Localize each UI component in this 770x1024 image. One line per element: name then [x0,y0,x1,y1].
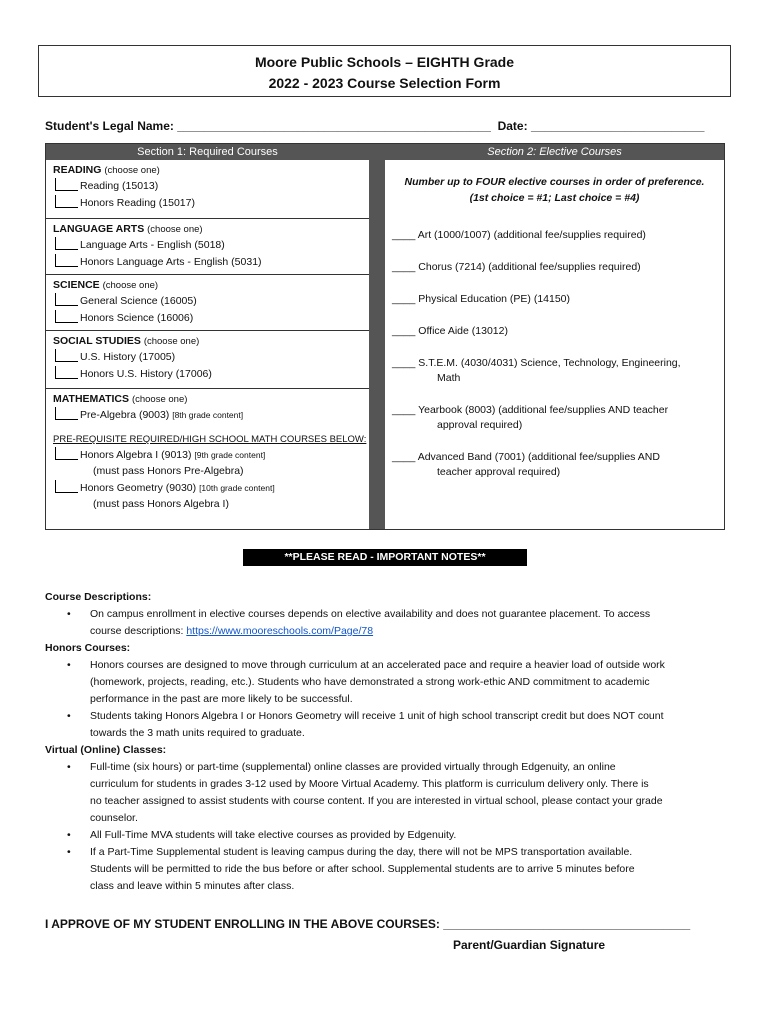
reading-cell [46,160,369,219]
prereq-heading: PRE-REQUISITE REQUIRED/HIGH SCHOOL MATH COURSES BELOW: [53,434,367,445]
bullet: • [67,761,71,773]
name-label: Student's Legal Name: [45,119,174,133]
approval-text: I APPROVE OF MY STUDENT ENROLLING IN THE ABOVE COURSES: [45,917,440,931]
prereq-note: (must pass Honors Pre-Algebra) [93,465,244,477]
course-option[interactable] [55,310,369,325]
checkbox-blank[interactable] [55,195,78,208]
list-item [45,827,735,844]
option-label: Honors U.S. History (17006) [80,368,212,380]
elective-art[interactable]: ____ Art (1000/1007) (additional fee/supplies required) [392,229,646,241]
option-label: Honors Language Arts - English (5031) [80,256,262,268]
checkbox-blank[interactable] [55,293,78,306]
checkbox-blank[interactable] [55,254,78,267]
option-note: [9th grade content] [194,450,266,460]
math-label: MATHEMATICS [53,393,130,405]
note-text: no teacher assigned to assist students with course content. If you are interested in virtual school, please contact your grade [90,795,663,807]
note-text: towards the 3 math units required to graduate. [90,727,305,739]
checkbox-blank[interactable] [55,237,78,250]
prereq-note: (must pass Honors Algebra I) [93,498,229,510]
science-label: SCIENCE [53,279,100,291]
note-text: course descriptions: [90,625,184,637]
important-notes-banner: **PLEASE READ - IMPORTANT NOTES** [243,549,527,566]
note-text: class and leave within 5 minutes after class. [90,880,295,892]
date-label: Date: [497,119,528,133]
course-option[interactable] [55,195,369,210]
note-text: Full-time (six hours) or part-time (supplemental) online classes are provided virtually through Edgenuity, an online [90,761,616,773]
option-label: Honors Algebra I (9013) [80,449,192,461]
note-text: If a Part-Time Supplemental student is leaving campus during the day, there will not be MPS transportation available. [90,846,633,858]
notes-section [45,589,735,895]
checkbox-blank[interactable] [55,349,78,362]
la-note: (choose one) [147,224,203,235]
note-text: (homework, projects, reading, etc.). Students who have demonstrated a strong work-ethic AND commitment to academic [90,676,650,688]
title-box [38,45,731,97]
elective-chorus[interactable]: ____ Chorus (7214) (additional fee/supplies required) [392,261,641,273]
page-title: Moore Public Schools – EIGHTH Grade [254,54,515,70]
social-note: (choose one) [143,336,200,347]
page-subtitle: 2022 - 2023 Course Selection Form [268,75,501,91]
reading-note: (choose one) [104,165,160,176]
course-option[interactable] [55,293,369,308]
elective-stem-line1: ____ S.T.E.M. (4030/4031) Science, Technology, Engineering, [392,357,681,369]
reading-label: READING [53,164,102,176]
elective-yearbook-line1: ____ Yearbook (8003) (additional fee/supplies AND teacher [392,404,669,416]
student-info-row [45,119,704,133]
course-option[interactable] [55,480,369,495]
list-item [45,759,735,827]
elective-column [385,160,724,480]
note-text: performance in the past are more likely to be successful. [90,693,353,705]
checkbox-blank[interactable] [55,310,78,323]
social-label: SOCIAL STUDIES [53,335,141,347]
elective-intro-line1: Number up to FOUR elective courses in order of preference. [404,176,705,188]
social-studies-cell [46,331,369,389]
list-item [45,657,735,708]
honors-heading: Honors Courses: [45,642,131,654]
elective-intro-line2: (1st choice = #1; Last choice = #4) [469,192,640,204]
virtual-heading: Virtual (Online) Classes: [45,744,167,756]
option-label: Reading (15013) [80,180,159,192]
elective-band-line2: teacher approval required) [437,466,561,478]
course-option[interactable] [55,447,369,462]
checkbox-blank[interactable] [55,447,78,460]
bullet: • [67,829,71,841]
elective-stem-line2: Math [437,372,461,384]
approval-row [45,917,690,931]
elective-yearbook[interactable] [392,403,724,433]
elective-band[interactable] [392,450,724,480]
elective-office-aide[interactable]: ____ Office Aide (13012) [392,325,508,337]
section2-header: Section 2: Elective Courses [385,144,724,160]
list-item [45,708,735,742]
course-descriptions-link[interactable]: https://www.mooreschools.com/Page/78 [186,625,374,637]
elective-intro [385,174,724,206]
course-table [45,143,725,530]
column-divider [369,144,385,529]
option-label: Language Arts - English (5018) [80,239,225,251]
list-item [45,844,735,895]
elective-stem[interactable] [392,356,724,386]
elective-yearbook-line2: approval required) [437,419,523,431]
checkbox-blank[interactable] [55,178,78,191]
date-field[interactable]: __________________________ [530,119,705,133]
course-option[interactable] [55,237,369,252]
course-option[interactable] [55,407,369,422]
course-option[interactable] [55,366,369,381]
mathematics-cell [46,389,369,529]
checkbox-blank[interactable] [55,407,78,420]
option-label: Honors Geometry (9030) [80,482,197,494]
bullet: • [67,608,71,620]
note-text: Honors courses are designed to move through curriculum at an accelerated pace and require a heavier load of outside work [90,659,665,671]
science-note: (choose one) [102,280,159,291]
option-note: [8th grade content] [172,410,244,420]
elective-band-line1: ____ Advanced Band (7001) (additional fee/supplies AND [392,451,660,463]
note-text: Students taking Honors Algebra I or Honors Geometry will receive 1 unit of high school transcript credit but does NOT count [90,710,664,722]
note-text: counselor. [90,812,138,824]
science-cell [46,275,369,331]
list-item [45,606,735,640]
la-label: LANGUAGE ARTS [53,223,145,235]
course-descriptions-heading: Course Descriptions: [45,591,152,603]
name-field[interactable]: _______________________________________________ [177,119,491,133]
bullet: • [67,846,71,858]
course-option[interactable] [55,178,369,193]
note-text: All Full-Time MVA students will take elective courses as provided by Edgenuity. [90,829,457,841]
option-label: Pre-Algebra (9003) [80,409,170,421]
elective-pe[interactable]: ____ Physical Education (PE) (14150) [392,293,571,305]
option-label: Honors Reading (15017) [80,197,195,209]
option-label: Honors Science (16006) [80,312,194,324]
option-note: [10th grade content] [199,483,275,493]
math-note: (choose one) [131,394,188,405]
note-text: Students will be permitted to ride the bus before or after school. Supplemental students are to arrive 5 minutes before [90,863,635,875]
note-text: On campus enrollment in elective courses depends on elective availability and does not guarantee placement. To access [90,608,651,620]
checkbox-blank[interactable] [55,366,78,379]
bullet: • [67,710,71,722]
course-option[interactable] [55,349,369,364]
option-label: General Science (16005) [80,295,197,307]
section1-header: Section 1: Required Courses [46,144,369,160]
option-label: U.S. History (17005) [80,351,176,363]
language-arts-cell [46,219,369,275]
signature-caption: Parent/Guardian Signature [453,938,606,952]
course-option[interactable] [55,254,369,269]
signature-field[interactable]: _____________________________________ [443,917,691,931]
bullet: • [67,659,71,671]
note-text: curriculum for students in grades 3-12 used by Moore Virtual Academy. This platform is curriculum delivery only. There is [90,778,649,790]
checkbox-blank[interactable] [55,480,78,493]
